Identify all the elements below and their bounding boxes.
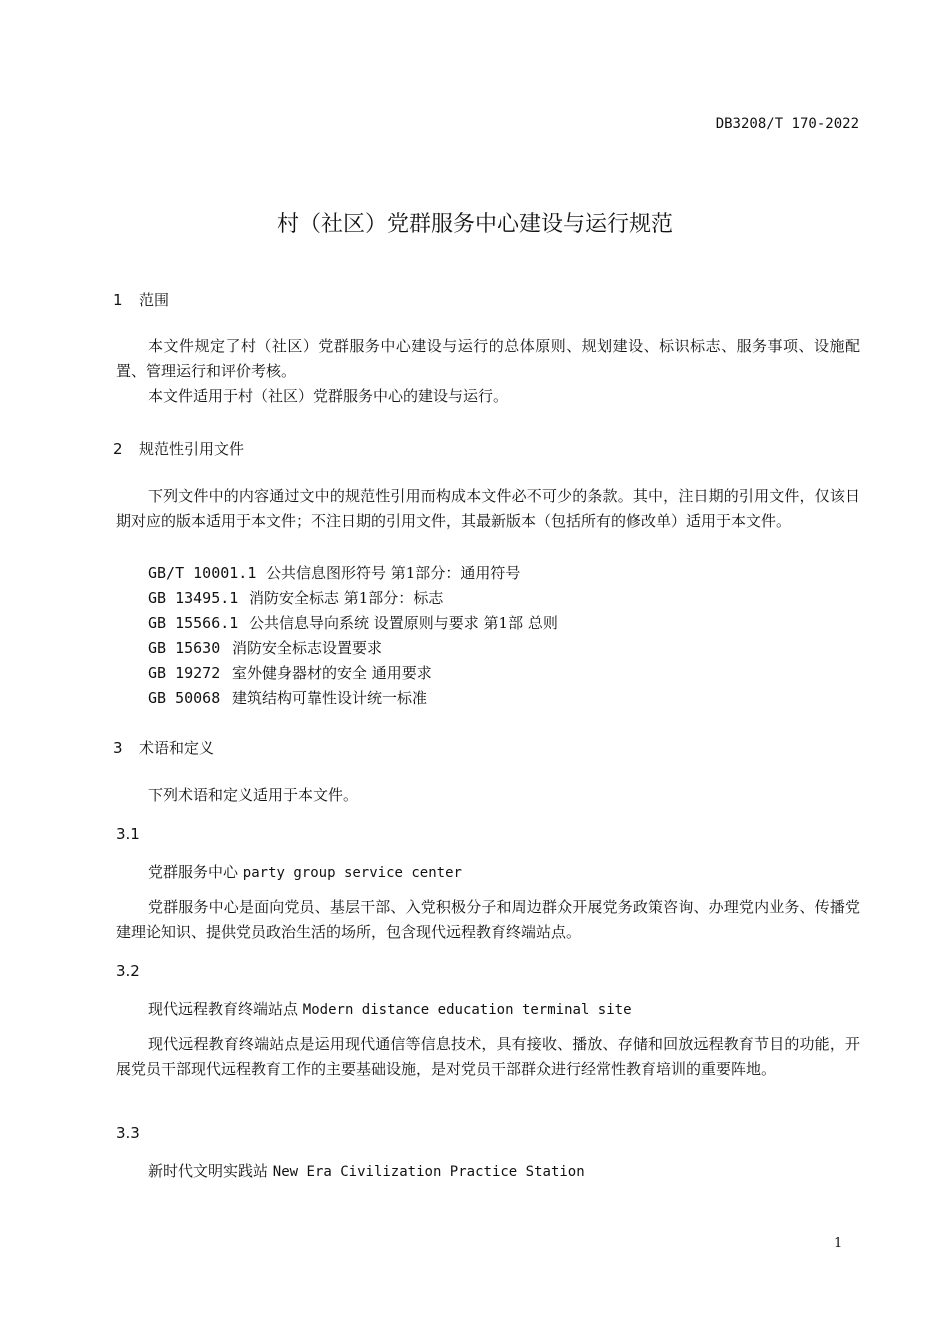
term-chinese: 现代远程教育终端站点 bbox=[148, 1000, 299, 1018]
paragraph: 本文件规定了村（社区）党群服务中心建设与运行的总体原则、规划建设、标识标志、服务事项、设施配置、管理运行和评价考核。 bbox=[116, 337, 860, 380]
section-2-heading bbox=[113, 438, 244, 459]
term-heading bbox=[148, 998, 632, 1019]
reference-title: 消防安全标志设置要求 bbox=[232, 639, 383, 657]
reference-item bbox=[148, 562, 520, 583]
paragraph: 本文件适用于村（社区）党群服务中心的建设与运行。 bbox=[148, 387, 509, 405]
section-title: 范围 bbox=[139, 291, 170, 309]
section-title: 规范性引用文件 bbox=[139, 440, 245, 458]
document-title: 村（社区）党群服务中心建设与运行规范 bbox=[276, 212, 673, 237]
term-english: party group service center bbox=[242, 865, 462, 881]
term-definition: 党群服务中心是面向党员、基层干部、入党积极分子和周边群众开展党务政策咨询、办理党内业务、传播党建理论知识、提供党员政治生活的场所，包含现代远程教育终端站点。 bbox=[116, 898, 860, 941]
section-title: 术语和定义 bbox=[139, 739, 215, 757]
document-code: DB3208/T 170-2022 bbox=[715, 116, 859, 132]
reference-code: GB 19272 bbox=[148, 664, 221, 682]
reference-item bbox=[148, 637, 382, 658]
reference-title: 公共信息导向系统 设置原则与要求 第1部 总则 bbox=[249, 614, 558, 632]
reference-code: GB 15630 bbox=[148, 639, 221, 657]
page-number: 1 bbox=[834, 1236, 843, 1251]
term-chinese: 党群服务中心 bbox=[148, 863, 239, 881]
section-1-heading bbox=[113, 289, 169, 310]
clause-number: 3.2 bbox=[116, 962, 140, 980]
term-definition: 现代远程教育终端站点是运用现代通信等信息技术，具有接收、播放、存储和回放远程教育节目的功能，开展党员干部现代远程教育工作的主要基础设施，是对党员干部群众进行经常性教育培训的重要阵地。 bbox=[116, 1035, 860, 1078]
reference-title: 建筑结构可靠性设计统一标准 bbox=[232, 689, 428, 707]
section-number: 3 bbox=[113, 739, 123, 757]
paragraph: 下列文件中的内容通过文中的规范性引用而构成本文件必不可少的条款。其中，注日期的引用文件，仅该日期对应的版本适用于本文件；不注日期的引用文件，其最新版本（包括所有的修改单）适用于本文件。 bbox=[116, 487, 860, 530]
reference-title: 消防安全标志 第1部分：标志 bbox=[249, 589, 444, 607]
reference-item bbox=[148, 612, 558, 633]
term-chinese: 新时代文明实践站 bbox=[148, 1162, 269, 1180]
reference-code: GB 13495.1 bbox=[148, 589, 239, 607]
section-3-heading bbox=[113, 737, 214, 758]
term-heading bbox=[148, 861, 462, 882]
clause-number: 3.3 bbox=[116, 1124, 140, 1142]
section-number: 1 bbox=[113, 291, 123, 309]
term-heading bbox=[148, 1160, 585, 1181]
reference-title: 公共信息图形符号 第1部分：通用符号 bbox=[266, 564, 521, 582]
reference-title: 室外健身器材的安全 通用要求 bbox=[232, 664, 432, 682]
reference-item bbox=[148, 587, 443, 608]
reference-code: GB/T 10001.1 bbox=[148, 564, 257, 582]
reference-code: GB 50068 bbox=[148, 689, 221, 707]
reference-code: GB 15566.1 bbox=[148, 614, 239, 632]
paragraph: 下列术语和定义适用于本文件。 bbox=[148, 786, 359, 804]
reference-item bbox=[148, 687, 427, 708]
term-english: New Era Civilization Practice Station bbox=[272, 1164, 585, 1180]
term-english: Modern distance education terminal site bbox=[302, 1002, 632, 1018]
section-number: 2 bbox=[113, 440, 123, 458]
reference-item bbox=[148, 662, 432, 683]
clause-number: 3.1 bbox=[116, 825, 140, 843]
